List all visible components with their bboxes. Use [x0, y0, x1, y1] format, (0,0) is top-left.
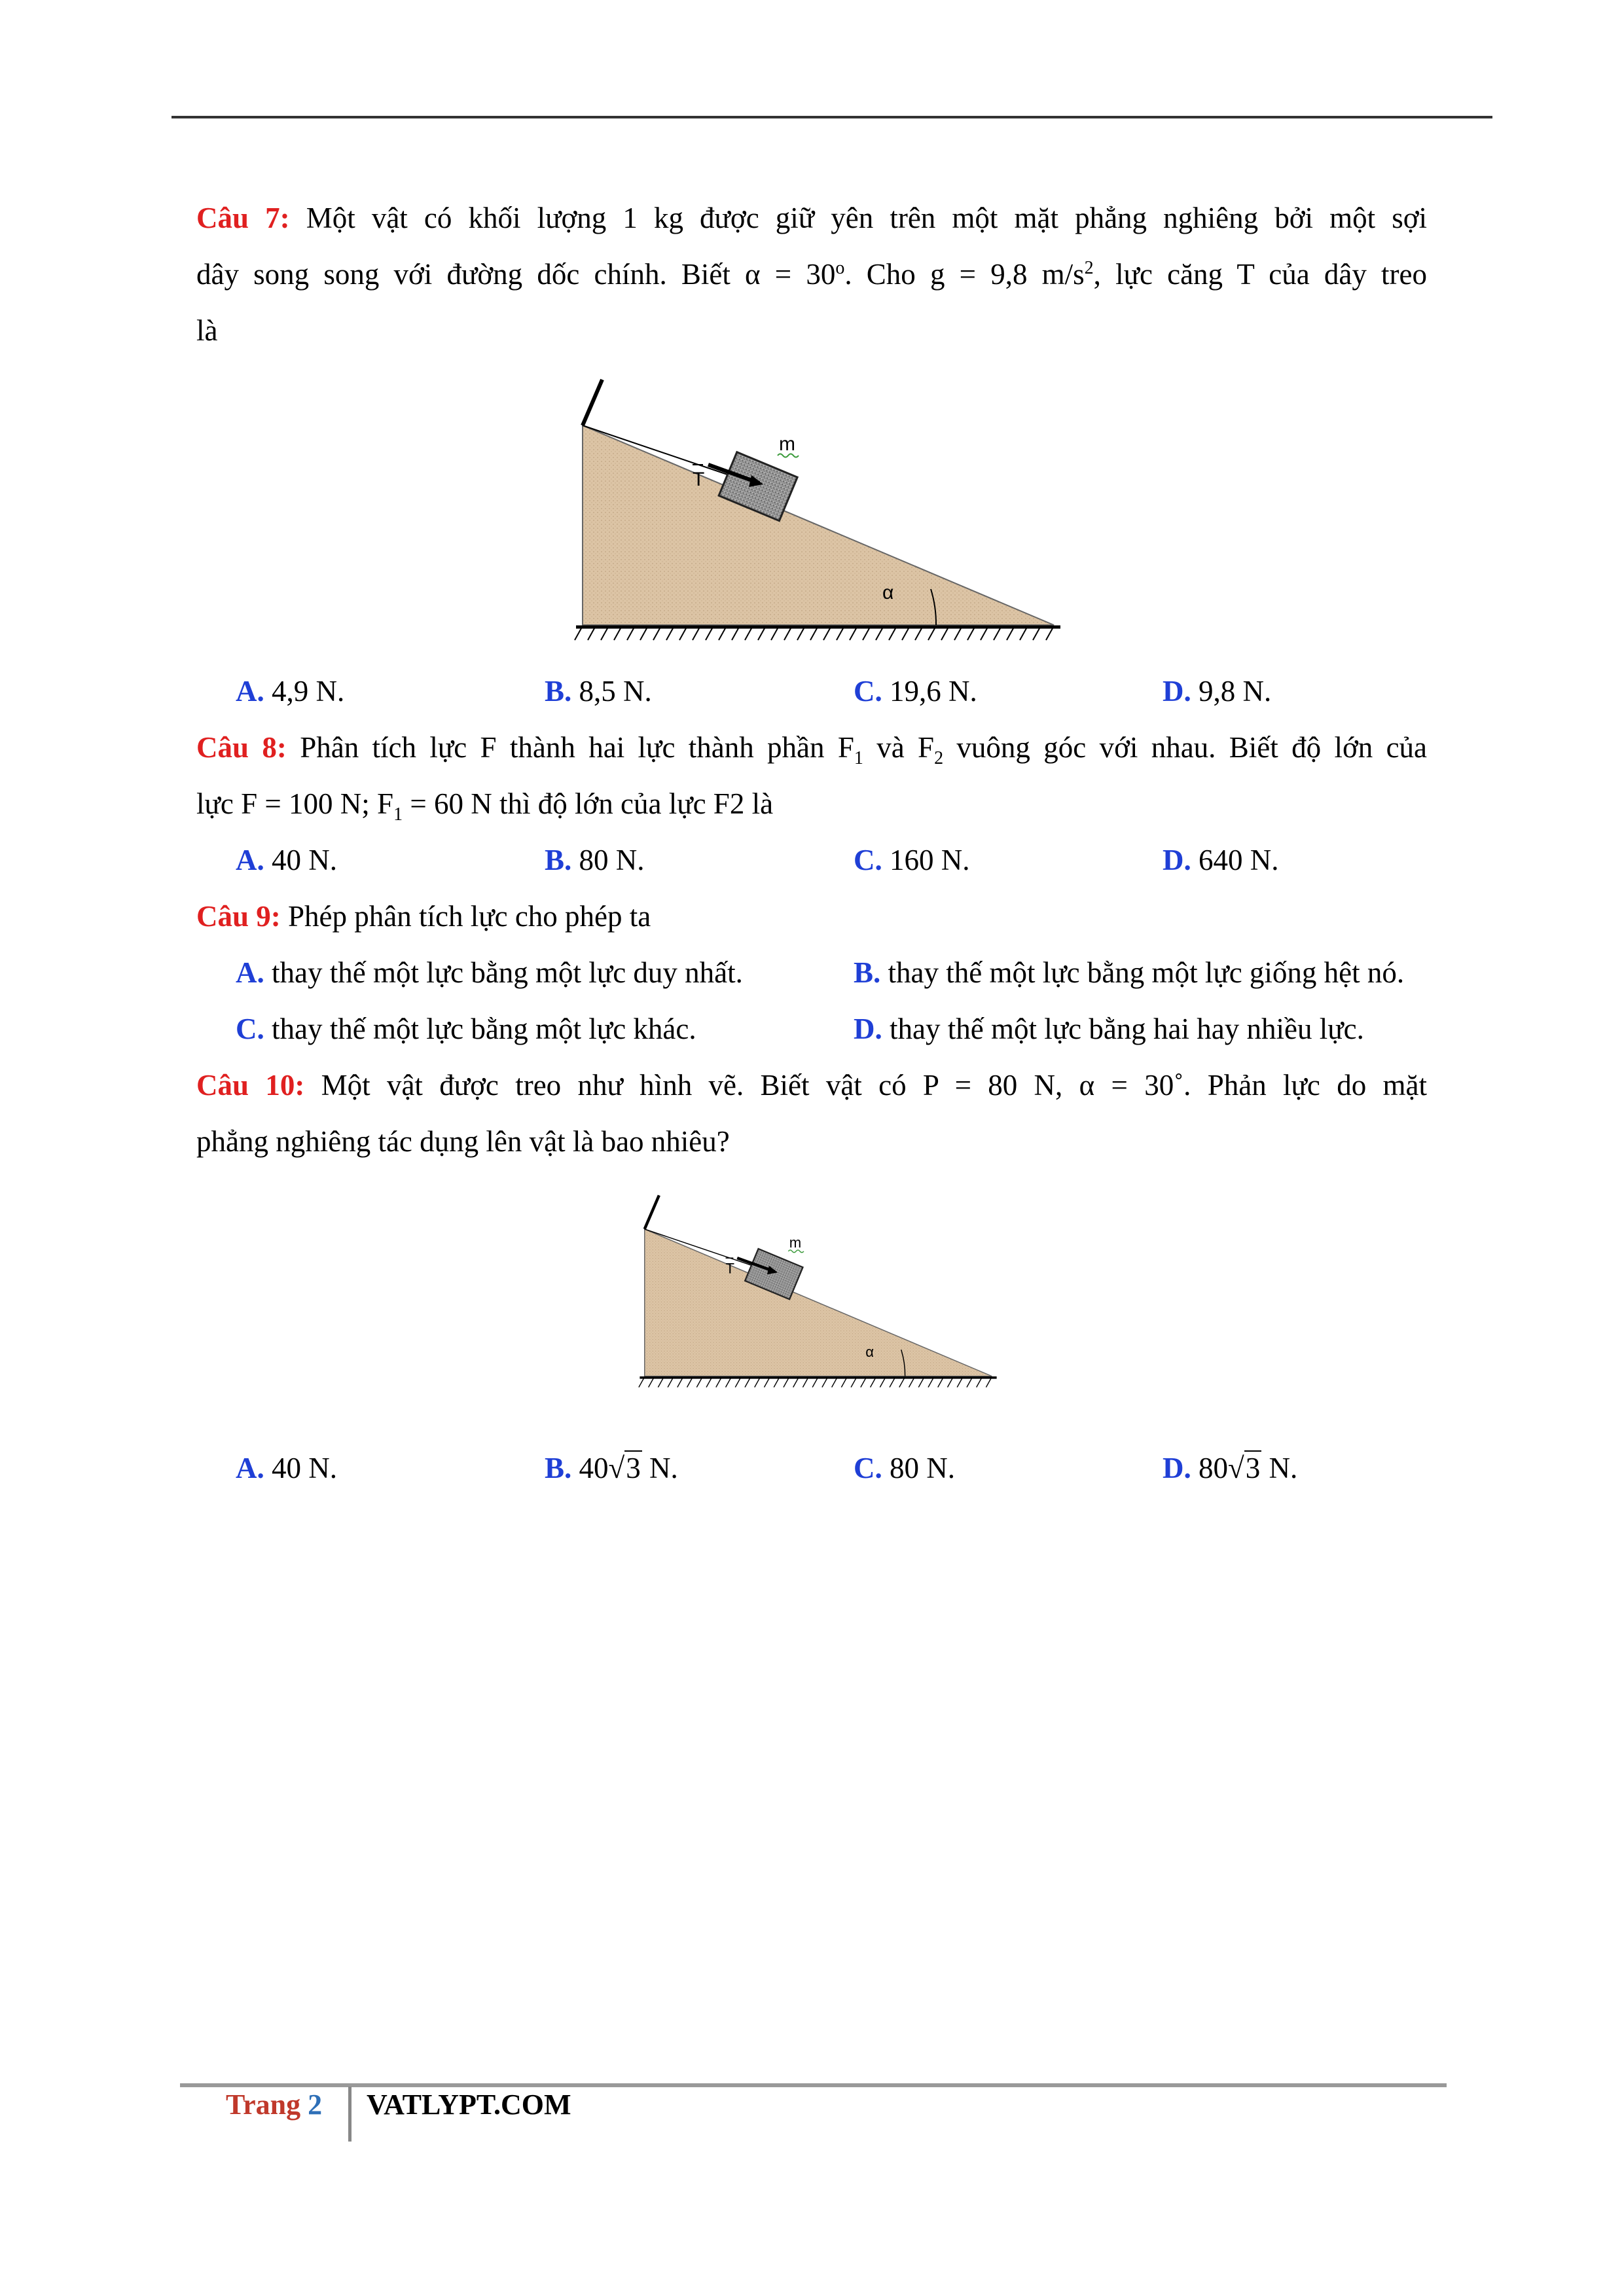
option-text: 40 N.	[272, 844, 337, 876]
page-number	[226, 2088, 322, 2121]
q7-option-a[interactable]	[236, 663, 344, 719]
q9-label: Câu 9:	[196, 900, 281, 933]
q8-label: Câu 8:	[196, 731, 287, 764]
option-key: D.	[1163, 844, 1191, 876]
degree-sup: o	[835, 258, 845, 278]
ground-hatching	[575, 628, 1053, 640]
option-text: 160 N.	[890, 844, 970, 876]
mass-label: m	[779, 433, 795, 455]
option-text: 640 N.	[1199, 844, 1279, 876]
option-key: B.	[545, 844, 572, 876]
angle-label: α	[882, 582, 894, 603]
option-text: thay thế một lực bằng một lực duy nhất.	[272, 956, 743, 989]
subscript: 2	[934, 748, 944, 768]
q9-options-row-1	[196, 944, 1427, 1001]
option-text: 80 N.	[890, 1452, 955, 1484]
wall-mount	[583, 380, 602, 425]
q8-line-1	[196, 719, 1427, 776]
q7-label: Câu 7:	[196, 202, 290, 234]
square-sup: 2	[1084, 258, 1094, 278]
q8-text-1c: vuông góc với nhau. Biết độ lớn của	[943, 731, 1428, 764]
footer-rule	[180, 2083, 1447, 2087]
q9-option-b[interactable]	[854, 944, 1404, 1001]
option-text: thay thế một lực bằng một lực khác.	[272, 1013, 696, 1045]
q8-option-c[interactable]	[854, 832, 970, 888]
question-9	[196, 888, 1427, 944]
option-unit: N.	[641, 1452, 678, 1484]
q7-line-1	[196, 190, 1427, 246]
footer-divider	[348, 2087, 352, 2142]
option-key: C.	[854, 844, 882, 876]
ground-hatching	[639, 1378, 991, 1387]
option-text: 80 N.	[579, 844, 645, 876]
option-key: C.	[854, 1452, 882, 1484]
incline-wedge	[583, 425, 1054, 625]
q7-option-b[interactable]	[545, 663, 652, 719]
option-key: B.	[545, 675, 572, 708]
header-rule	[171, 116, 1492, 118]
q9-text: Phép phân tích lực cho phép ta	[288, 900, 651, 933]
wall-mount	[645, 1195, 659, 1229]
q7-text-2b: . Cho g = 9,8 m/s	[844, 258, 1085, 291]
q10-option-b[interactable]	[545, 1440, 678, 1496]
q7-option-c[interactable]	[854, 663, 977, 719]
radicand: 3	[1245, 1452, 1261, 1484]
q10-line-2: phẳng nghiêng tác dụng lên vật là bao nhiêu?	[196, 1125, 730, 1158]
q8-line-2	[196, 776, 1427, 832]
q8-text-2a: lực F = 100 N; F	[196, 787, 394, 820]
q7-line-3: là	[196, 314, 218, 347]
footer-site[interactable]: VATLYPT.COM	[367, 2089, 571, 2121]
q9-options-row-2	[196, 1001, 1427, 1057]
q8-option-d[interactable]	[1163, 832, 1279, 888]
sqrt-symbol: √3	[1228, 1452, 1261, 1484]
tension-label: T	[725, 1260, 735, 1277]
q8-text-1a: Phân tích lực F thành hai lực thành phần F	[300, 731, 854, 764]
tension-label: T	[693, 469, 705, 490]
option-text: 4,9 N.	[272, 675, 345, 708]
incline-figure-2	[635, 1178, 1001, 1401]
q10-label: Câu 10:	[196, 1069, 305, 1102]
option-key: A.	[236, 675, 264, 708]
option-coefficient: 40	[579, 1452, 609, 1484]
option-key: C.	[236, 1013, 264, 1045]
q10-options	[196, 1440, 1427, 1496]
angle-label: α	[865, 1344, 874, 1361]
radicand: 3	[626, 1452, 641, 1484]
q8-text-1b: và F	[863, 731, 935, 764]
q7-text-2a: dây song song với đường dốc chính. Biết α = 30	[196, 258, 836, 291]
option-key: D.	[1163, 1452, 1191, 1484]
option-unit: N.	[1261, 1452, 1298, 1484]
q7-text-1: Một vật có khối lượng 1 kg được giữ yên trên một mặt phẳng nghiêng bởi một sợi	[306, 202, 1428, 234]
q8-option-a[interactable]	[236, 832, 337, 888]
q8-options	[196, 832, 1427, 888]
option-key: D.	[854, 1013, 882, 1045]
q10-option-d[interactable]	[1163, 1440, 1297, 1496]
q9-option-a[interactable]	[236, 944, 743, 1001]
subscript: 1	[854, 748, 863, 768]
option-key: B.	[545, 1452, 572, 1484]
question-7	[196, 190, 1427, 359]
option-text: 8,5 N.	[579, 675, 652, 708]
option-key: D.	[1163, 675, 1191, 708]
q10-option-c[interactable]	[854, 1440, 955, 1496]
q9-option-d[interactable]	[854, 1001, 1364, 1057]
q9-option-c[interactable]	[236, 1001, 696, 1057]
q7-option-d[interactable]	[1163, 663, 1271, 719]
option-text: 19,6 N.	[890, 675, 977, 708]
q8-option-b[interactable]	[545, 832, 645, 888]
q10-option-a[interactable]	[236, 1440, 337, 1496]
mass-label: m	[789, 1234, 802, 1251]
q7-text-2c: , lực căng T của dây treo	[1093, 258, 1427, 291]
q10-line-1	[196, 1057, 1427, 1113]
incline-figure-1	[569, 367, 1067, 648]
question-8	[196, 719, 1427, 1170]
q7-line-2	[196, 246, 1427, 302]
incline-wedge	[645, 1229, 992, 1376]
q7-options	[196, 663, 1427, 719]
option-key: B.	[854, 956, 881, 989]
option-key: A.	[236, 844, 264, 876]
sqrt-symbol: √3	[608, 1452, 641, 1484]
option-text: 9,8 N.	[1199, 675, 1272, 708]
option-key: C.	[854, 675, 882, 708]
option-key: A.	[236, 1452, 264, 1484]
option-text: thay thế một lực bằng một lực giống hệt nó.	[888, 956, 1405, 989]
page-label: Trang	[226, 2089, 301, 2121]
option-text: thay thế một lực bằng hai hay nhiều lực.	[890, 1013, 1364, 1045]
q10-text-1: Một vật được treo như hình vẽ. Biết vật có P = 80 N, α = 30˚. Phản lực do mặt	[321, 1069, 1428, 1102]
subscript: 1	[393, 804, 403, 825]
option-coefficient: 80	[1199, 1452, 1228, 1484]
option-text: 40 N.	[272, 1452, 337, 1484]
page-number-value: 2	[308, 2089, 323, 2121]
q8-text-2b: = 60 N thì độ lớn của lực F2 là	[403, 787, 774, 820]
option-key: A.	[236, 956, 264, 989]
